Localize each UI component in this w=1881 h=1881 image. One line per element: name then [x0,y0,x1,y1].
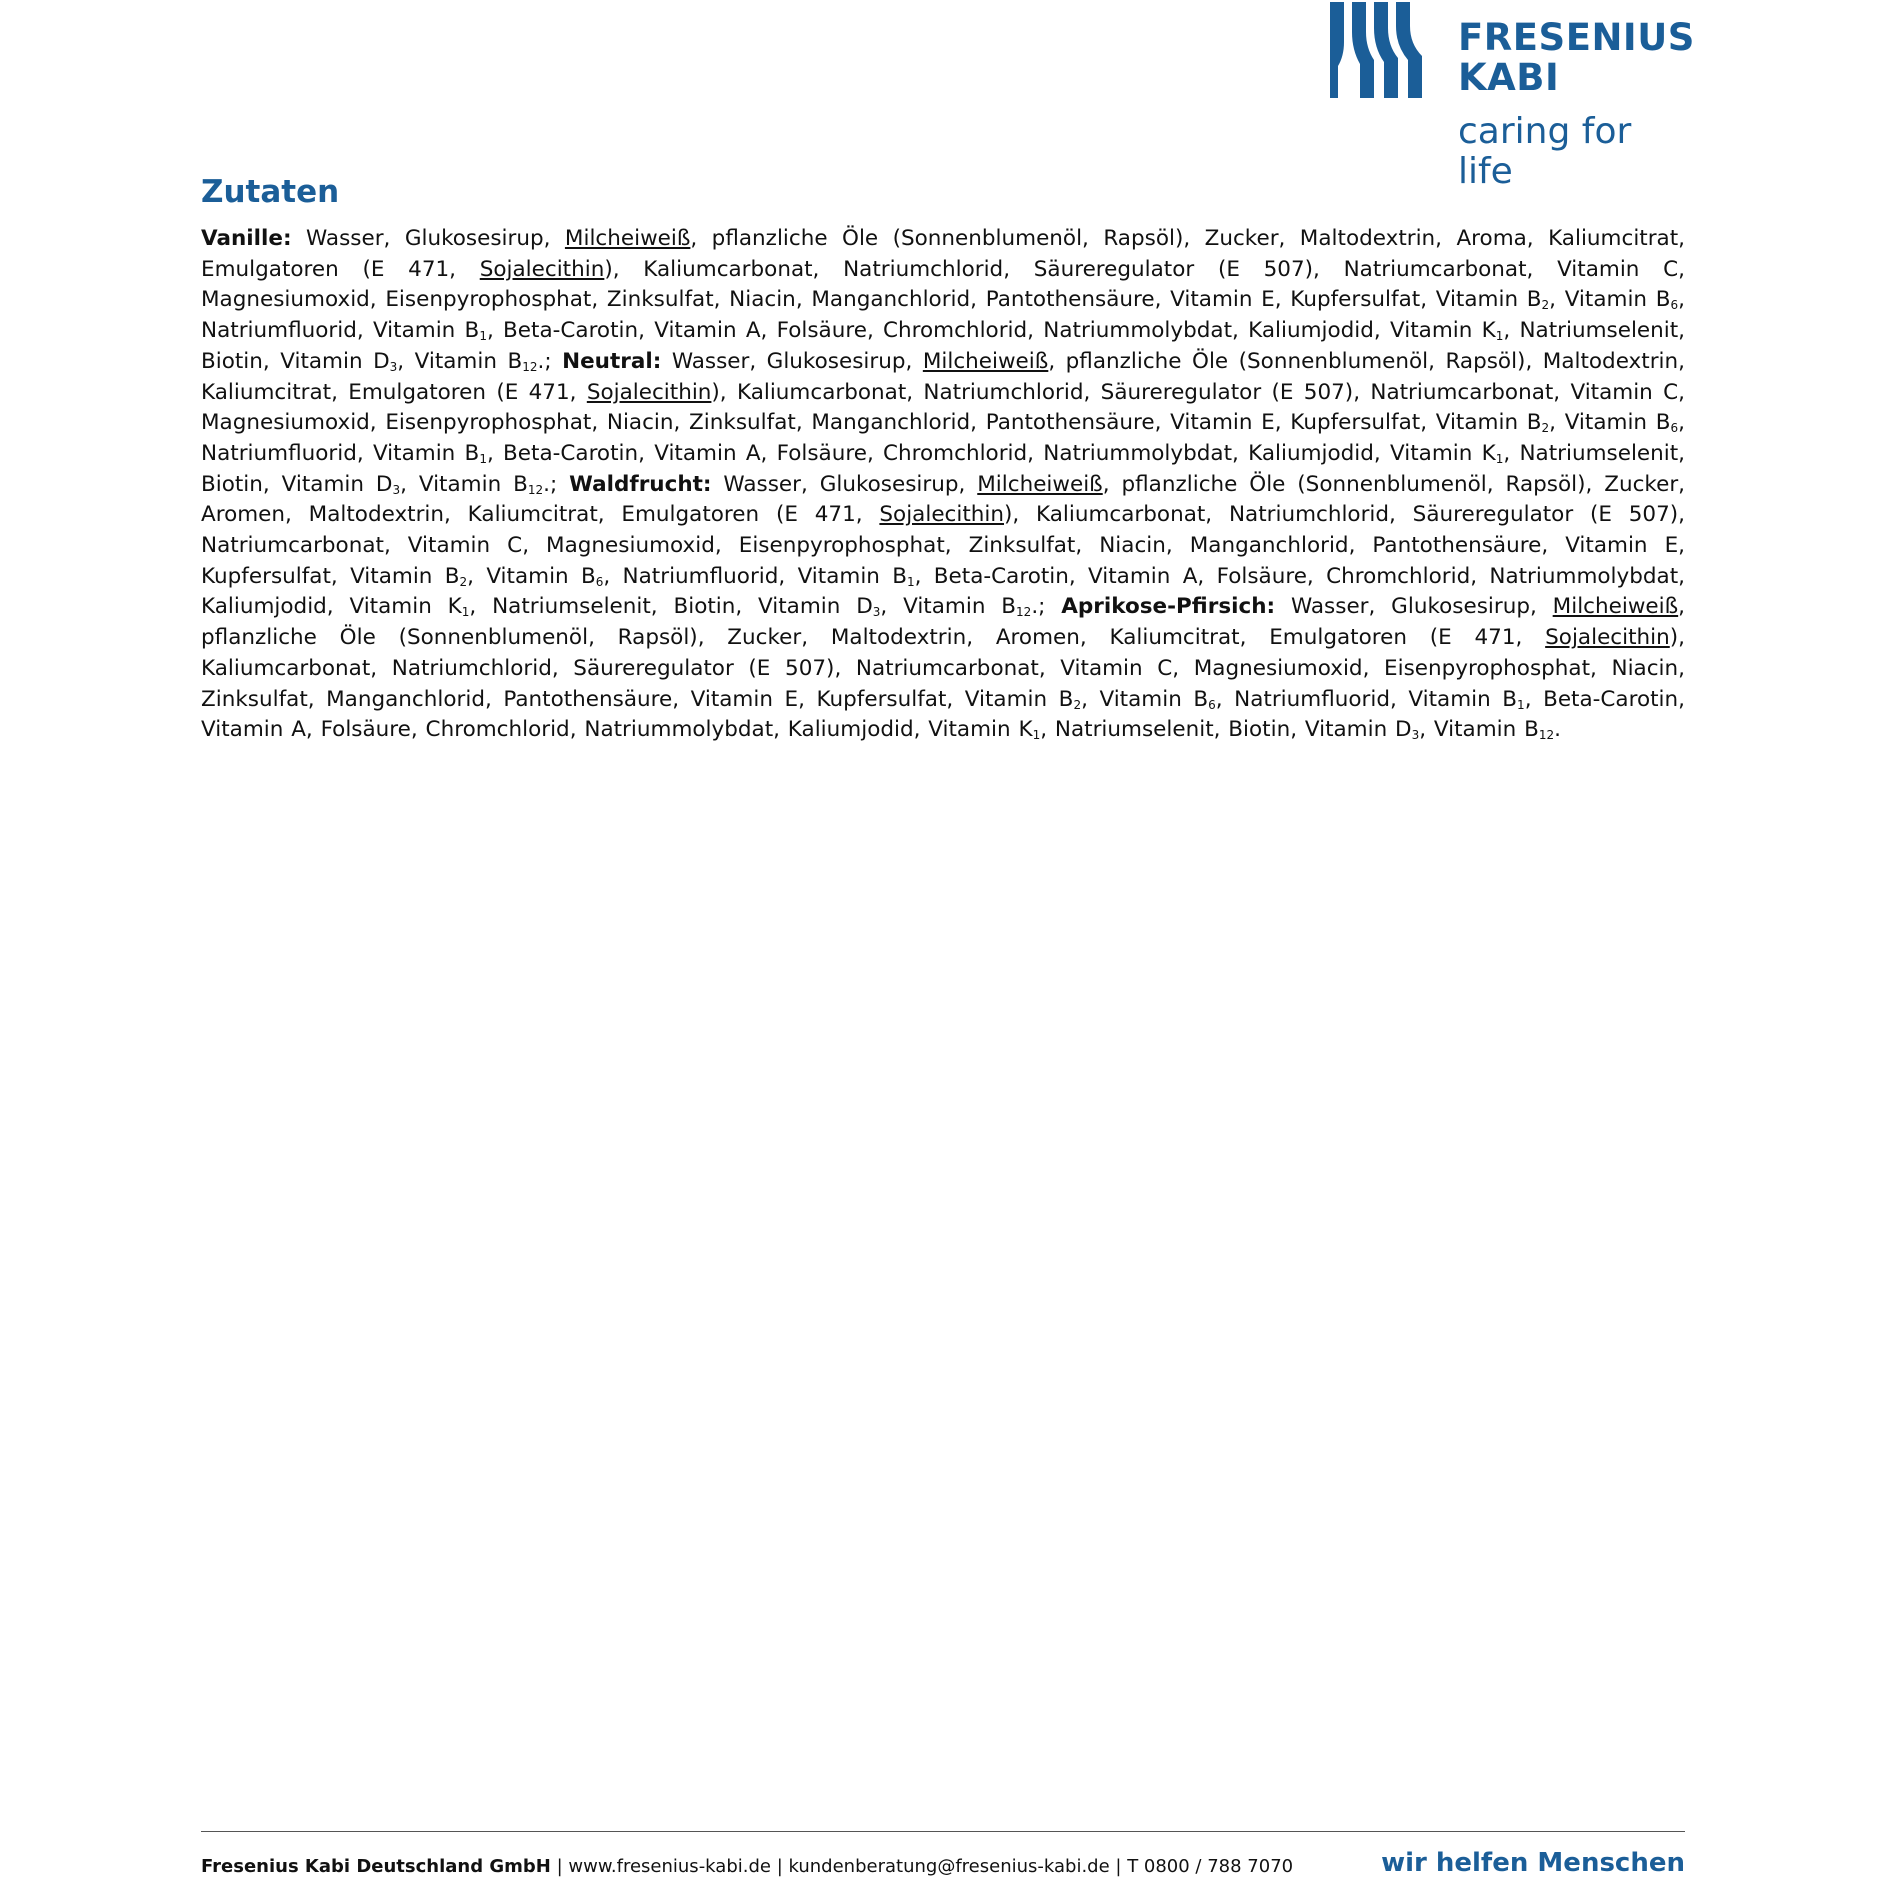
ingredient-text: .; [1031,594,1062,620]
vitamin-subscript: 1 [461,605,470,620]
vitamin-subscript: 2 [459,574,468,589]
variant-name: Aprikose-Pfirsich: [1061,594,1276,620]
ingredient-text: , Vitamin B [880,594,1017,620]
footer-divider [201,1831,1685,1832]
ingredient-text: , Natriumselenit, Biotin, Vitamin D [1040,717,1412,743]
allergen-term: Sojalecithin [879,502,1004,528]
ingredient-text: ), Kaliumcarbonat, Natriumchlorid, Säureregulator (E 507), Natriumcarbonat, Vitamin C, Magnesiumoxid, Eisenpyrophosphat, Niacin, Zinksulfat, Manganchlorid, Pantothensäure, Vitamin E, Kupfersulfat, Vitamin B [201,625,1685,712]
allergen-term: Milcheiweiß [977,471,1103,497]
vitamin-subscript: 2 [1073,697,1082,712]
ingredient-text: Wasser, Glukosesirup, [1275,594,1553,620]
ingredient-text: . [1554,717,1561,743]
ingredient-text: , Vitamin B [397,348,523,374]
ingredient-text: , Beta-Carotin, Vitamin A, Folsäure, Chromchlorid, Natriummolybdat, Kaliumjodid, Vitamin K [201,563,1685,620]
footer-email-link[interactable]: kundenberatung@fresenius-kabi.de [788,1856,1110,1877]
ingredient-text: , Vitamin B [1549,287,1671,313]
ingredient-text: , Beta-Carotin, Vitamin A, Folsäure, Chromchlorid, Natriummolybdat, Kaliumjodid, Vitamin K [486,440,1496,466]
vitamin-subscript: 3 [872,605,881,620]
vitamin-subscript: 1 [1032,728,1041,743]
footer-phone: T 0800 / 788 7070 [1127,1856,1294,1877]
fresenius-kabi-logo [1326,0,1695,192]
vitamin-subscript: 12 [1016,605,1032,620]
ingredient-text: , Natriumselenit, Biotin, Vitamin D [469,594,873,620]
ingredient-text: Wasser, Glukosesirup, [661,348,923,374]
allergen-term: Milcheiweiß [564,226,691,251]
vitamin-subscript: 1 [1517,697,1525,712]
vitamin-subscript: 12 [1538,728,1555,743]
allergen-term: Sojalecithin [1545,625,1670,651]
ingredient-text: , Natriumfluorid, Vitamin B [1215,686,1518,712]
ingredient-text: .; [537,348,563,374]
vitamin-subscript: 1 [907,574,915,589]
brand-name-line1: FRESENIUS [1458,16,1695,59]
vitamin-subscript: 1 [1495,329,1504,344]
footer-separator: | [770,1856,789,1877]
ingredients-paragraph [201,224,1685,746]
footer-separator: | [550,1856,569,1877]
ingredient-text: , Beta-Carotin, Vitamin A, Folsäure, Chromchlorid, Natriummolybdat, Kaliumjodid, Vitamin K [486,318,1496,344]
vitamin-subscript: 6 [595,574,604,589]
variant-name: Waldfrucht: [569,471,712,497]
ingredient-text: , pflanzliche Öle (Sonnenblumenöl, Rapsöl), Zucker, Maltodextrin, Aroma, Kaliumcitrat, Emulgatoren (E 471, [201,226,1685,282]
ingredient-text: , Natriumselenit, Biotin, Vitamin D [201,440,1686,497]
ingredient-text: ), Kaliumcarbonat, Natriumchlorid, Säureregulator (E 507), Natriumcarbonat, Vitamin C, Magnesiumoxid, Eisenpyrophosphat, Zinksulfat, Niacin, Manganchlorid, Pantothensäure, Vitamin E, Kupfersulfat, Vitamin B [201,502,1685,589]
vitamin-subscript: 6 [1670,421,1679,436]
ingredient-text: , pflanzliche Öle (Sonnenblumenöl, Rapsöl), Zucker, Maltodextrin, Aromen, Kaliumcitrat, Emulgatoren (E 471, [201,594,1685,651]
allergen-term: Sojalecithin [586,379,712,405]
vitamin-subscript: 2 [1541,421,1550,436]
footer-company: Fresenius Kabi Deutschland GmbH [201,1856,551,1877]
vitamin-subscript: 1 [1495,451,1504,466]
vitamin-subscript: 3 [1411,728,1420,743]
ingredient-text: , Beta-Carotin, Vitamin A, Folsäure, Chromchlorid, Natriummolybdat, Kaliumjodid, Vitamin K [201,686,1685,743]
fresenius-kabi-emblem-icon [1326,0,1436,110]
ingredient-text: , Natriumfluorid, Vitamin B [603,563,907,589]
ingredient-text: ), Kaliumcarbonat, Natriumchlorid, Säureregulator (E 507), Natriumcarbonat, Vitamin C, Magnesiumoxid, Eisenpyrophosphat, Zinksulfat, Niacin, Manganchlorid, Pantothensäure, Vitamin E, Kupfersulfat, Vitamin B [201,256,1685,313]
brand-tagline: caring for life [1458,111,1632,192]
ingredient-text: , Vitamin B [1081,686,1209,712]
ingredient-text: , Vitamin B [400,471,528,497]
ingredient-text: , Vitamin B [1549,410,1671,436]
page-title: Zutaten [201,174,340,210]
ingredient-text: Wasser, Glukosesirup, [291,226,565,251]
ingredient-text: ), Kaliumcarbonat, Natriumchlorid, Säureregulator (E 507), Natriumcarbonat, Vitamin C, Magnesiumoxid, Eisenpyrophosphat, Niacin, Zinksulfat, Manganchlorid, Pantothensäure, Vitamin E, Kupfersulfat, Vitamin B [201,379,1685,436]
footer-contact-line [201,1857,1293,1877]
vitamin-subscript: 3 [392,482,401,497]
vitamin-subscript: 2 [1541,298,1550,313]
ingredient-text: , Natriumfluorid, Vitamin B [201,287,1685,344]
variant-name: Vanille: [201,226,292,251]
footer-slogan: wir helfen Menschen [1381,1848,1685,1878]
ingredient-text: , Vitamin B [467,563,596,589]
ingredient-text: , pflanzliche Öle (Sonnenblumenöl, Rapsöl), Zucker, Aromen, Maltodextrin, Kaliumcitrat, Emulgatoren (E 471, [201,471,1685,528]
footer-separator: | [1109,1856,1128,1877]
vitamin-subscript: 12 [522,359,538,374]
brand-name [1458,18,1695,98]
vitamin-subscript: 3 [389,359,398,374]
ingredient-text: , Natriumfluorid, Vitamin B [201,410,1685,466]
vitamin-subscript: 1 [479,329,487,344]
ingredient-text: Wasser, Glukosesirup, [711,471,978,497]
allergen-term: Sojalecithin [479,256,605,282]
variant-name: Neutral: [562,348,662,374]
vitamin-subscript: 12 [527,482,544,497]
brand-name-line2: KABI [1458,56,1560,99]
footer-website-link[interactable]: www.fresenius-kabi.de [568,1856,771,1877]
ingredient-text: , Natriumselenit, Biotin, Vitamin D [201,318,1686,374]
allergen-term: Milcheiweiß [922,348,1049,374]
vitamin-subscript: 6 [1670,298,1679,313]
ingredient-text: , pflanzliche Öle (Sonnenblumenöl, Rapsöl), Maltodextrin, Kaliumcitrat, Emulgatoren (E 471, [201,348,1685,405]
ingredient-text: .; [543,471,570,497]
vitamin-subscript: 6 [1208,697,1216,712]
vitamin-subscript: 1 [479,451,487,466]
ingredient-text: , Vitamin B [1419,717,1539,743]
allergen-term: Milcheiweiß [1552,594,1679,620]
